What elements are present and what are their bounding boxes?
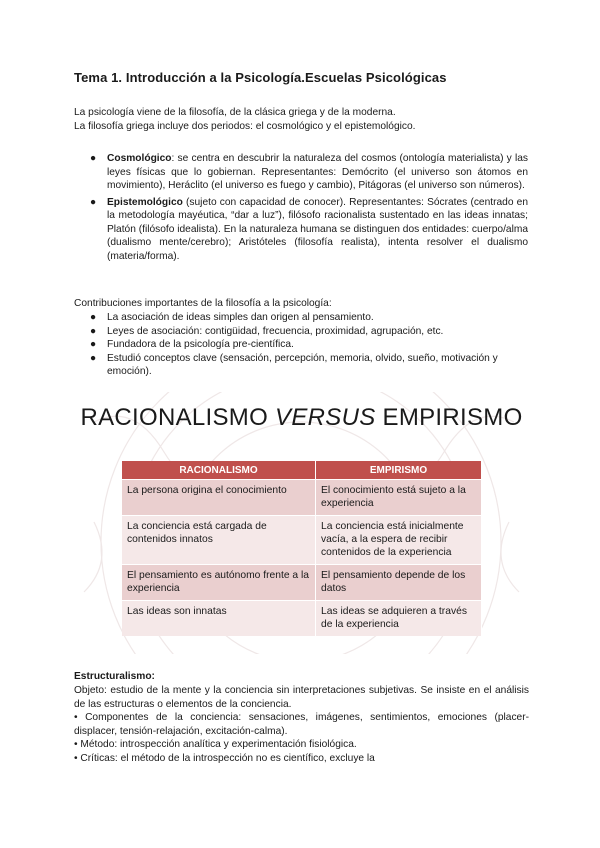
bullet-icon: ● xyxy=(90,325,97,337)
contribution-text: La asociación de ideas simples dan origen al pensamiento. xyxy=(107,312,374,323)
periods-list xyxy=(90,152,528,263)
contribution-text: Fundadora de la psicología pre-científica. xyxy=(107,339,294,350)
structuralism-line: • Componentes de la conciencia: sensaciones, imágenes, sentimientos, emociones (placer-displacer, tensión-relajación, excitación-calma). xyxy=(74,712,529,737)
bullet-icon: ● xyxy=(90,196,97,208)
structuralism-line: • Método: introspección analítica y experimentación fisiológica. xyxy=(74,739,357,750)
page-title: Tema 1. Introducción a la Psicología.Escuelas Psicológicas xyxy=(74,70,447,85)
table-header-row xyxy=(122,461,482,480)
comparison-slide xyxy=(74,392,529,654)
period-text: : se centra en descubrir la naturaleza del cosmos (ontología materialista) y las leyes físicas que lo gobiernan. Representantes: Demócrito (el universo son átomos en movimiento), Heráclito (el universo es fuego y cambio), Pitágoras (el universo son números). xyxy=(107,153,528,191)
table-cell: Las ideas son innatas xyxy=(122,601,316,637)
slide-title-right: EMPIRISMO xyxy=(375,404,523,431)
list-item xyxy=(90,338,528,352)
table-row xyxy=(122,565,482,601)
table-row xyxy=(122,516,482,565)
table-row xyxy=(122,480,482,516)
intro-line: La psicología viene de la filosofía, de la clásica griega y de la moderna. xyxy=(74,107,396,118)
structuralism-heading: Estructuralismo: xyxy=(74,671,155,682)
table-cell: El conocimiento está sujeto a la experiencia xyxy=(316,480,482,516)
period-text: (sujeto con capacidad de conocer). Representantes: Sócrates (centrado en la metodología mayéutica, “dar a luz”), filósofo racionalista sustentado en las ideas innatas; Platón (filósofo idealista). En la naturaleza humana se distinguen dos entidades: cuerpo/alma (dualismo mente/cerebro); Aristóteles (filosofía realista), intenta resolver el dualismo (materia/forma). xyxy=(107,196,528,262)
list-item xyxy=(90,325,528,339)
slide-title-italic: VERSUS xyxy=(275,404,376,431)
contributions-heading: Contribuciones importantes de la filosofía a la psicología: xyxy=(74,298,332,309)
structuralism-body xyxy=(74,684,529,765)
period-term: Epistemológico xyxy=(107,196,183,208)
intro-paragraph xyxy=(74,106,529,133)
structuralism-line: • Críticas: el método de la introspección no es científico, excluye la xyxy=(74,752,375,764)
bullet-icon: ● xyxy=(90,352,97,364)
comparison-table xyxy=(122,461,482,636)
table-cell: La conciencia está cargada de contenidos innatos xyxy=(122,516,316,565)
table-cell: El pensamiento depende de los datos xyxy=(316,565,482,601)
contributions-list xyxy=(90,311,528,379)
list-item xyxy=(90,352,528,379)
table-cell: Las ideas se adquieren a través de la experiencia xyxy=(316,601,482,637)
contribution-text: Leyes de asociación: contigüidad, frecuencia, proximidad, agrupación, etc. xyxy=(107,325,444,337)
structuralism-line: Objeto: estudio de la mente y la conciencia sin interpretaciones subjetivas. Se insiste en el análisis de las estructuras o elementos de la conciencia. xyxy=(74,685,529,710)
table-cell: La persona origina el conocimiento xyxy=(122,480,316,516)
list-item xyxy=(90,311,528,325)
bullet-icon: ● xyxy=(90,339,97,350)
intro-line: La filosofía griega incluye dos periodos: el cosmológico y el epistemológico. xyxy=(74,120,416,132)
table-row xyxy=(122,601,482,637)
table-cell: La conciencia está inicialmente vacía, a la espera de recibir contenidos de la experiencia xyxy=(316,516,482,565)
bullet-icon: ● xyxy=(90,312,97,323)
slide-title xyxy=(74,404,529,432)
bullet-icon: ● xyxy=(90,153,97,164)
list-item xyxy=(90,196,528,264)
contribution-text: Estudió conceptos clave (sensación, percepción, memoria, olvido, sueño, motivación y emoción). xyxy=(107,352,498,377)
table-cell: El pensamiento es autónomo frente a la experiencia xyxy=(122,565,316,601)
list-item xyxy=(90,152,528,193)
period-term: Cosmológico xyxy=(107,153,172,164)
slide-title-left: RACIONALISMO xyxy=(80,404,276,431)
column-header-rationalism: RACIONALISMO xyxy=(122,461,316,480)
column-header-empiricism: EMPIRISMO xyxy=(316,461,482,480)
